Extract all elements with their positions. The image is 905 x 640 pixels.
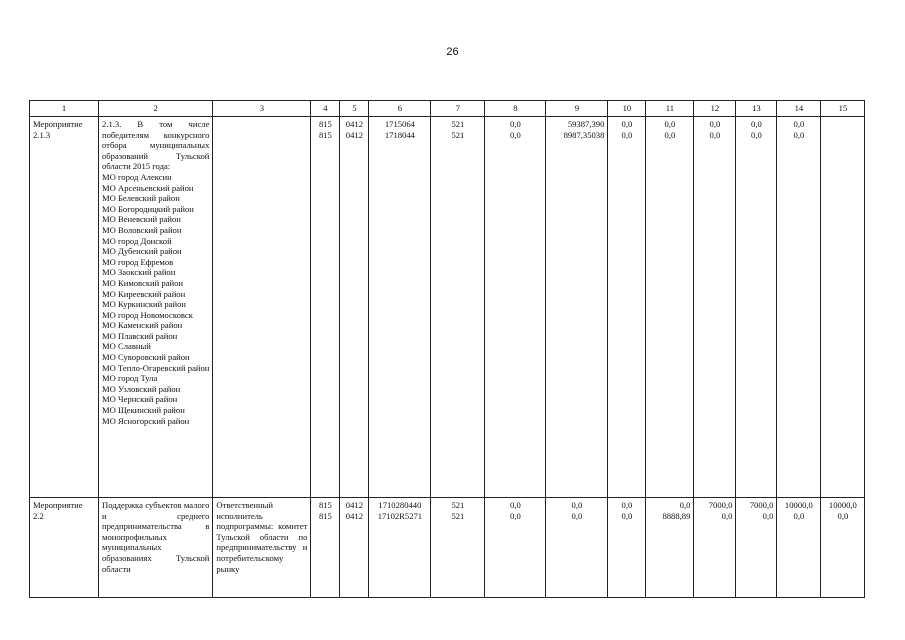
cell-line: МО Чернский район (102, 394, 178, 405)
value-cell (777, 117, 821, 498)
cell-line: 521 (451, 500, 465, 510)
value-cell (311, 117, 340, 498)
cell-line: МО Суворовский район (102, 352, 190, 363)
cell-line: 0412 (345, 129, 363, 140)
value-cell (777, 498, 821, 598)
value-cell (369, 498, 431, 598)
cell-line: 0,0 (621, 119, 633, 129)
value-cell (485, 117, 546, 498)
value-cell (431, 117, 485, 498)
cell-line: 17102R5271 (377, 510, 423, 521)
value-cell (608, 498, 646, 598)
cell-line: 0,0 (621, 500, 633, 510)
cell-line: 1715064 (384, 119, 415, 129)
cell-line: 0,0 (621, 510, 633, 521)
cell-line: 521 (451, 119, 465, 129)
cell-line: МО Ясногорский район (102, 415, 190, 426)
header-cell: 15 (821, 101, 865, 117)
executor-cell (213, 117, 311, 498)
cell-line: 0,0 (762, 510, 774, 521)
cell-line: МО Воловский район (102, 224, 182, 235)
cell-line: 815 (318, 510, 332, 521)
description-cell (99, 498, 213, 598)
description-text: Поддержка субъектов малого и среднего предпринимательства в монопрофильных муниципальных образованиях Тульской области (102, 500, 210, 574)
cell-line: 10000,0 (828, 500, 857, 510)
description-text: 2.1.3. В том числе победителям конкурсного отбора муниципальных образований Тульской области 2015 года: (102, 119, 210, 172)
header-cell: 7 (431, 101, 485, 117)
value-cell (546, 498, 608, 598)
header-cell: 13 (736, 101, 777, 117)
cell-line: МО Дубенский район (102, 246, 182, 257)
measure-cell: Мероприятие 2.1.3 (30, 117, 99, 498)
value-cell (736, 498, 777, 598)
value-cell (546, 117, 608, 498)
cell-line: 0,0 (709, 129, 721, 140)
value-cell (340, 498, 369, 598)
cell-line: 0412 (345, 510, 363, 521)
value-cell (340, 117, 369, 498)
page-number: 26 (446, 46, 459, 58)
header-cell: 14 (777, 101, 821, 117)
cell-line: МО Тепло-Огаревский район (102, 362, 210, 373)
cell-line: 0,0 (571, 510, 583, 521)
cell-line: МО Арсеньевский район (102, 182, 194, 193)
cell-line: 0,0 (793, 119, 805, 129)
recipient-list (102, 172, 209, 426)
cell-line: МО Киреевский район (102, 288, 186, 299)
header-cell: 6 (369, 101, 431, 117)
budget-table (29, 100, 865, 598)
header-cell: 4 (311, 101, 340, 117)
value-cell (646, 498, 694, 598)
value-cell (485, 498, 546, 598)
cell-line: 0,0 (679, 500, 691, 510)
cell-line: 0,0 (571, 500, 583, 510)
table-row (30, 498, 865, 598)
cell-line: 815 (318, 119, 332, 129)
table-header-row (30, 101, 865, 117)
header-cell: 10 (608, 101, 646, 117)
value-cell (694, 498, 736, 598)
value-cell (694, 117, 736, 498)
cell-line: 0412 (345, 500, 363, 510)
cell-line: 0,0 (510, 119, 521, 129)
header-cell: 12 (694, 101, 736, 117)
cell-line: 815 (318, 129, 332, 140)
value-cell (821, 117, 865, 498)
cell-line: МО город Новомосковск (102, 309, 193, 320)
cell-line: 0,0 (751, 129, 762, 140)
cell-line: 0,0 (664, 119, 676, 129)
cell-line: 59387,390 (567, 119, 605, 129)
cell-line: МО Веневский район (102, 214, 181, 225)
cell-line: 0,0 (510, 510, 521, 521)
measure-cell: Мероприятие 2.2 (30, 498, 99, 598)
cell-line: 0,0 (664, 129, 676, 140)
header-cell: 9 (546, 101, 608, 117)
cell-line: МО город Ефремов (102, 256, 174, 267)
cell-line: 0,0 (510, 500, 521, 510)
cell-line: МО Славный (102, 341, 151, 352)
cell-line: 0,0 (793, 129, 805, 140)
cell-line: 1718044 (384, 129, 415, 140)
description-cell (99, 117, 213, 498)
cell-line: МО город Тула (102, 373, 158, 384)
value-cell (369, 117, 431, 498)
header-cell: 11 (646, 101, 694, 117)
cell-line: МО Кимовский район (102, 277, 184, 288)
cell-line: 8987,35038 (563, 129, 605, 140)
cell-line: МО Узловский район (102, 383, 181, 394)
cell-line: 7000,0 (708, 500, 733, 510)
value-cell (736, 117, 777, 498)
cell-line: 7000,0 (749, 500, 774, 510)
cell-line: МО Щекинский район (102, 405, 185, 416)
cell-line: 815 (318, 500, 332, 510)
cell-line: МО город Алексин (102, 171, 172, 182)
header-cell: 5 (340, 101, 369, 117)
cell-line: 1710280440 (378, 500, 422, 510)
cell-line: МО Белевский район (102, 193, 180, 204)
cell-line: МО Плавский район (102, 330, 178, 341)
cell-line: 10000,0 (784, 500, 813, 510)
cell-line: 0,0 (709, 119, 721, 129)
value-cell (646, 117, 694, 498)
cell-line: 0,0 (837, 510, 849, 521)
cell-line: 521 (451, 510, 465, 521)
value-cell (311, 498, 340, 598)
executor-cell: Ответственный исполнитель подпрограммы: комитет Тульской области по предпринимательству и потребительскому рынку (213, 498, 311, 598)
cell-line: МО Богородицкий район (102, 203, 194, 214)
cell-line: МО Каменский район (102, 320, 183, 331)
cell-line: 0,0 (751, 119, 762, 129)
table-row (30, 117, 865, 498)
cell-line: 0,0 (721, 510, 733, 521)
header-cell: 3 (213, 101, 311, 117)
cell-line: 0,0 (510, 129, 521, 140)
header-cell: 2 (99, 101, 213, 117)
cell-line: 521 (451, 129, 465, 140)
cell-line: 0,0 (621, 129, 633, 140)
value-cell (608, 117, 646, 498)
header-cell: 1 (30, 101, 99, 117)
cell-line: МО Заокский район (102, 267, 176, 278)
cell-line: МО город Донской (102, 235, 172, 246)
cell-line: 8888,89 (662, 510, 691, 521)
value-cell (821, 498, 865, 598)
header-cell: 8 (485, 101, 546, 117)
cell-line: МО Куркинский район (102, 299, 186, 310)
cell-line: 0,0 (793, 510, 805, 521)
value-cell (431, 498, 485, 598)
cell-line: 0412 (345, 119, 363, 129)
